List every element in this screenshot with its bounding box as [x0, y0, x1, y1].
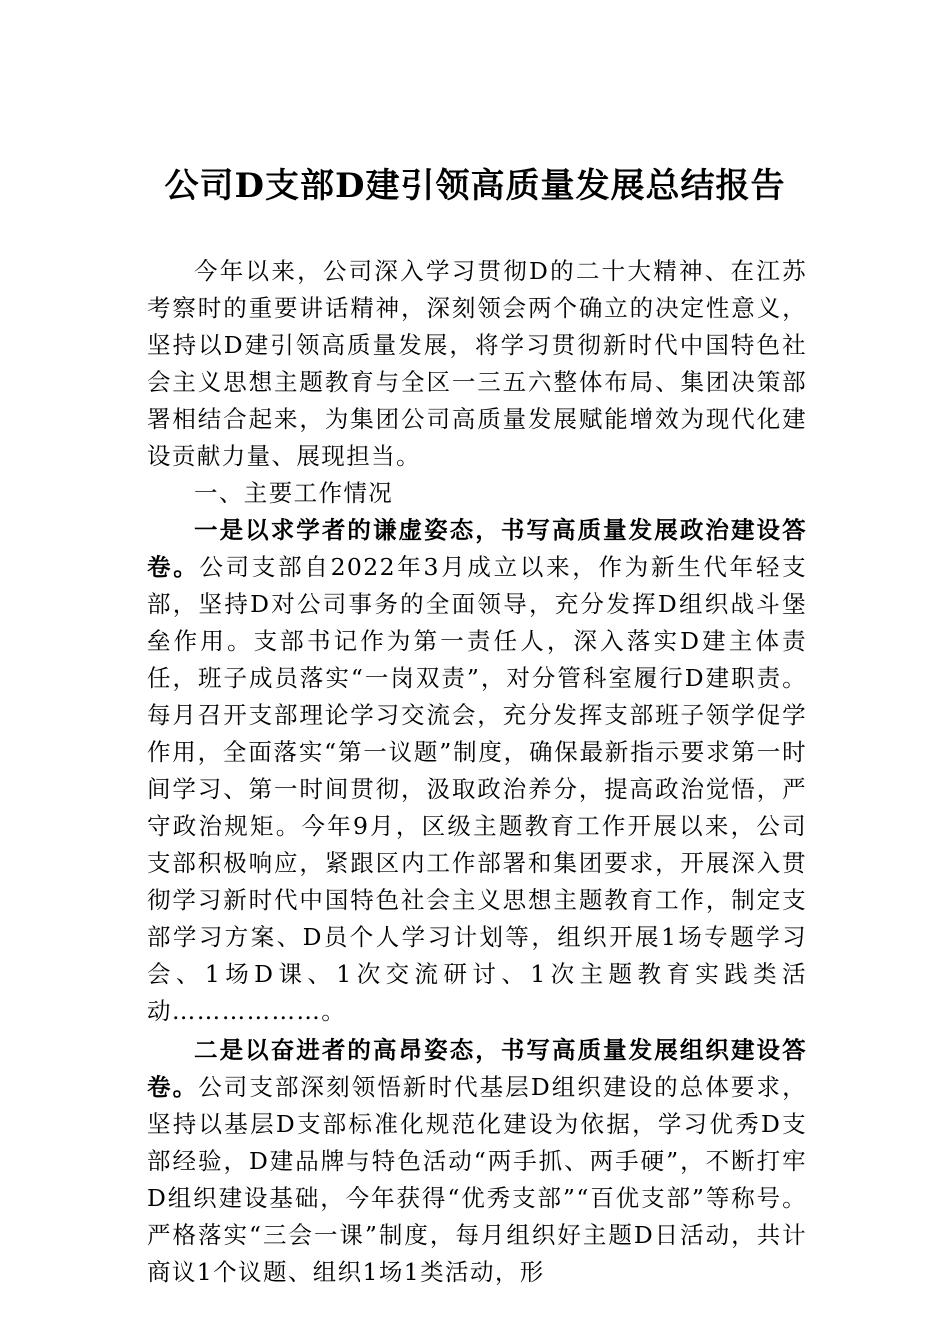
- work-item-1: [147, 512, 807, 1030]
- work-item-2: [147, 1032, 807, 1291]
- work-item-2-text: 公司支部深刻领悟新时代基层D组织建设的总体要求，坚持以基层D支部标准化规范化建设为依据，学习优秀D支部经验，D建品牌与特色活动“两手抓、两手硬”，不断打牢D组织建设基础，今年获得“优秀支部”“百优支部”等称号。严格落实“三会一课”制度，每月组织好主题D日活动，共计商议1个议题、组织1场1类活动，形: [147, 1073, 807, 1286]
- work-item-1-text: 公司支部自2022年3月成立以来，作为新生代年轻支部，坚持D对公司事务的全面领导，充分发挥D组织战斗堡垒作用。支部书记作为第一责任人，深入落实D建主体责任，班子成员落实“一岗双责”，对分管科室履行D建职责。每月召开支部理论学习交流会，充分发挥支部班子领学促学作用，全面落实“第一议题”制度，确保最新指示要求第一时间学习、第一时间贯彻，汲取政治养分，提高政治觉悟，严守政治规矩。今年9月，区级主题教育工作开展以来，公司支部积极响应，紧跟区内工作部署和集团要求，开展深入贯彻学习新时代中国特色社会主义思想主题教育工作，制定支部学习方案、D员个人学习计划等，组织开展1场专题学习会、1场D课、1次交流研讨、1次主题教育实践类活动………………。: [147, 553, 807, 1025]
- work-item-1-lead: 一是以求学者的谦虚姿态，书写高质量发展政治建设答卷。: [147, 516, 807, 581]
- section-heading: 一、主要工作情况: [194, 479, 394, 507]
- document-body: [147, 253, 807, 1291]
- document-title: 公司D支部D建引领高质量发展总结报告: [164, 166, 786, 206]
- intro-paragraph: 今年以来，公司深入学习贯彻D的二十大精神、在江苏考察时的重要讲话精神，深刻领会两个确立的决定性意义，坚持以D建引领高质量发展，将学习贯彻新时代中国特色社会主义思想主题教育与全区一三五六整体布局、集团决策部署相结合起来，为集团公司高质量发展赋能增效为现代化建设贡献力量、展现担当。: [147, 257, 807, 470]
- work-item-2-lead: 二是以奋进者的高昂姿态，书写高质量发展组织建设答卷。: [147, 1036, 807, 1101]
